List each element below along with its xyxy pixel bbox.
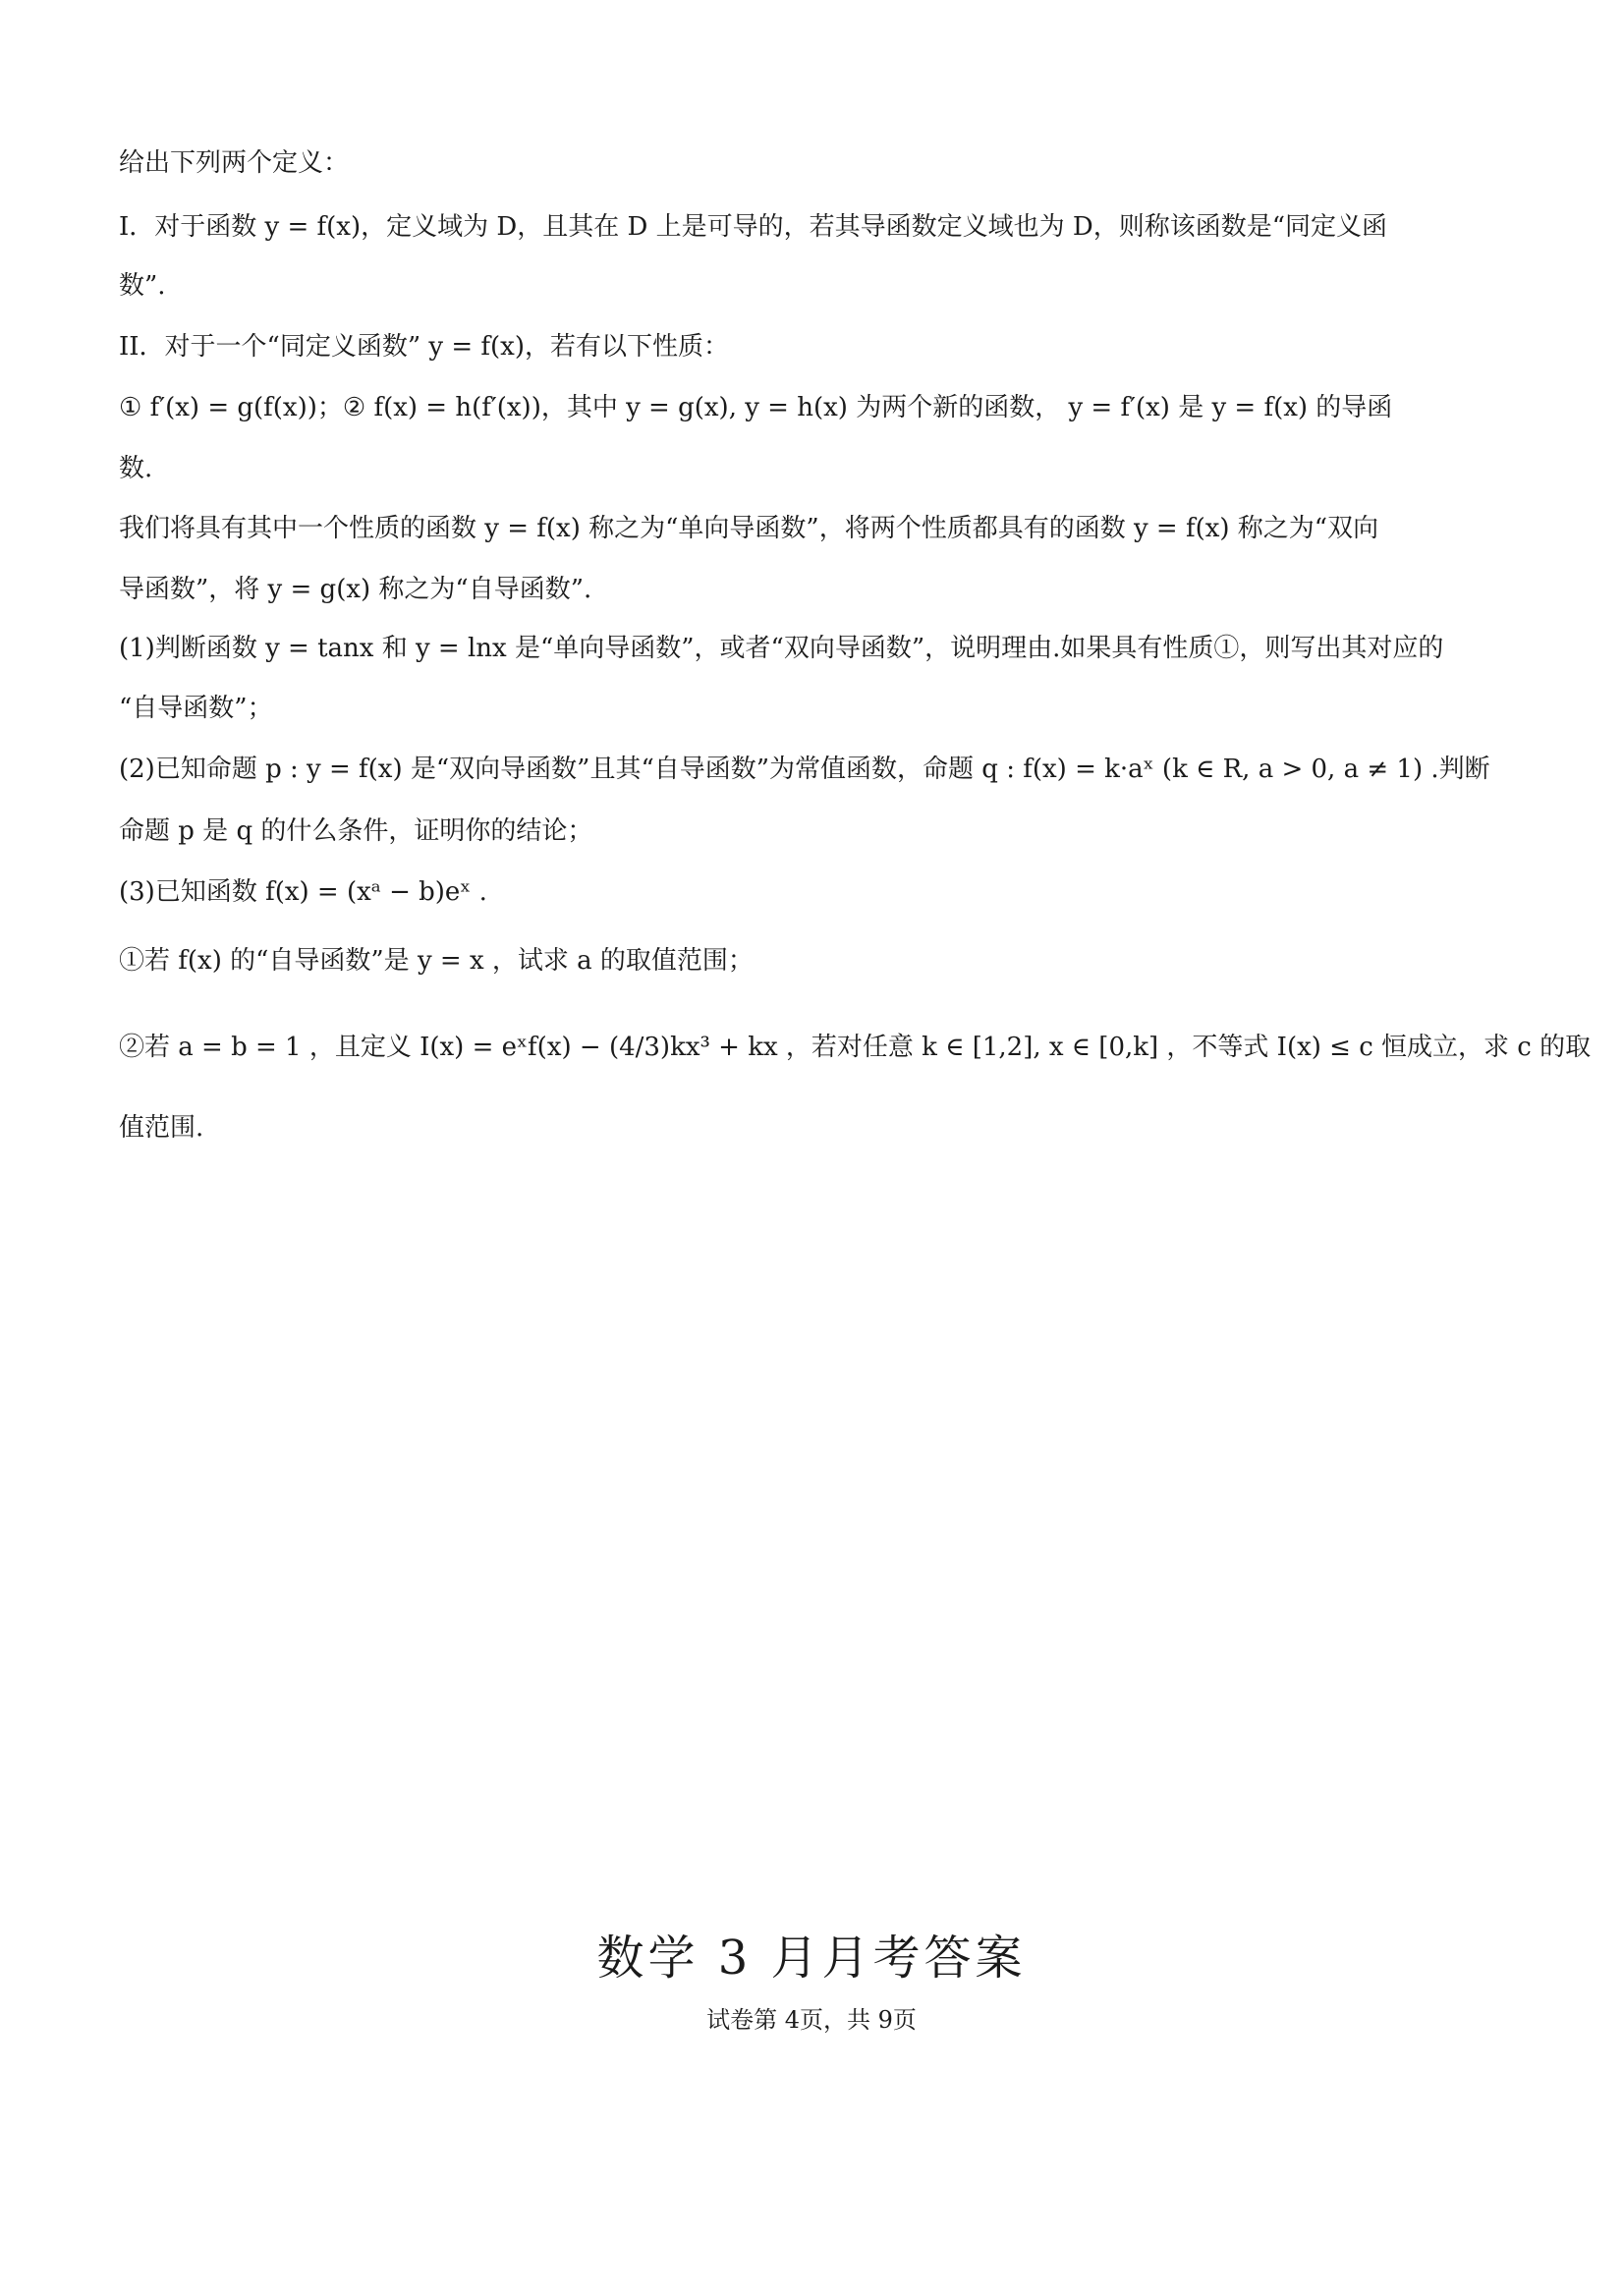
page-footer: 试卷第 4页，共 9页: [706, 2006, 917, 2034]
text-line: ①若 f(x) 的“自导函数”是 y = x ，试求 a 的取值范围；: [119, 946, 754, 976]
text-line: 给出下列两个定义：: [119, 148, 350, 178]
text-line: II．对于一个“同定义函数” y = f(x)，若有以下性质：: [119, 332, 729, 362]
text-line: 数.: [119, 454, 153, 483]
text-line: 导函数”，将 y = g(x) 称之为“自导函数”.: [119, 575, 592, 604]
text-line: 数”.: [119, 271, 166, 301]
text-line: ① f′(x) = g(f(x))；② f(x) = h(f′(x))，其中 y = g(x), y = h(x) 为两个新的函数， y = f′(x) 是 y = f(x) 的导函: [119, 393, 1393, 422]
text-line: 命题 p 是 q 的什么条件，证明你的结论；: [119, 816, 593, 846]
text-line: (1)判断函数 y = tanx 和 y = lnx 是“单向导函数”，或者“双向导函数”，说明理由.如果具有性质①，则写出其对应的: [119, 634, 1444, 663]
text-line: I．对于函数 y = f(x)，定义域为 D，且其在 D 上是可导的，若其导函数定义域也为 D，则称该函数是“同定义函: [119, 212, 1388, 242]
text-line: (2)已知命题 p : y = f(x) 是“双向导函数”且其“自导函数”为常值函数，命题 q : f(x) = k·aˣ (k ∈ R, a > 0, a ≠ 1) .判断: [119, 755, 1490, 784]
text-line: (3)已知函数 f(x) = (xᵃ − b)eˣ .: [119, 877, 487, 907]
text-line: 值范围.: [119, 1113, 204, 1143]
text-line: “自导函数”；: [119, 694, 273, 723]
text-line: ②若 a = b = 1 ，且定义 I(x) = eˣf(x) − (4/3)kx³ + kx ，若对任意 k ∈ [1,2], x ∈ [0,k] ，不等式 I(x) ≤ c 恒成立，求 c 的取: [119, 1033, 1592, 1062]
text-line: 我们将具有其中一个性质的函数 y = f(x) 称之为“单向导函数”，将两个性质都具有的函数 y = f(x) 称之为“双向: [119, 514, 1379, 543]
page-title: 数学 3 月月考答案: [596, 1931, 1027, 1986]
